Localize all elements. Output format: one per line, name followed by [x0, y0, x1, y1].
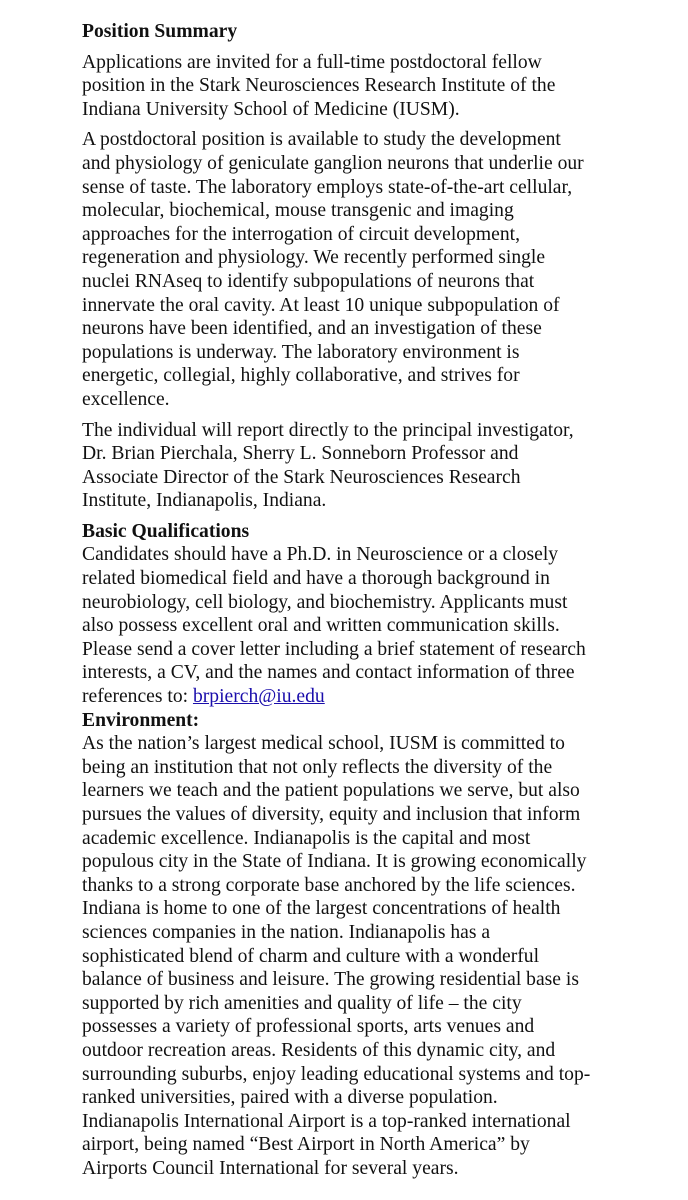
text-line: approaches for the interrogation of circuit development, — [82, 223, 520, 245]
text-line: populous city in the State of Indiana. It is growing economically — [82, 851, 587, 873]
text-line: surrounding suburbs, enjoy leading educational systems and top- — [82, 1063, 591, 1085]
contact-email-link[interactable]: brpierch@iu.edu — [192, 686, 325, 708]
text-line: neurobiology, cell biology, and biochemistry. Applicants must — [82, 591, 568, 613]
text-line: academic excellence. Indianapolis is the capital and most — [82, 827, 531, 849]
text-line: As the nation’s largest medical school, IUSM is committed to — [82, 733, 565, 755]
text-line: also possess excellent oral and written communication skills. — [82, 615, 560, 637]
text-line: and physiology of geniculate ganglion neurons that underlie our — [82, 152, 584, 174]
text-line: possesses a variety of professional sports, arts venues and — [82, 1016, 535, 1038]
text-line: Airports Council International for several years. — [82, 1157, 459, 1179]
reporting-paragraph — [82, 419, 676, 513]
text-line: Institute, Indianapolis, Indiana. — [82, 490, 327, 512]
text-line: A postdoctoral position is available to study the development — [82, 129, 561, 151]
text-line: The individual will report directly to the principal investigator, — [82, 419, 574, 441]
text-line: Candidates should have a Ph.D. in Neuroscience or a closely — [82, 544, 559, 566]
text-line: airport, being named “Best Airport in North America” by — [82, 1134, 530, 1156]
text-line: energetic, collegial, highly collaborative, and strives for — [82, 365, 520, 387]
text-line: Applications are invited for a full-time postdoctoral fellow — [82, 51, 542, 73]
environment-heading: Environment: — [82, 709, 200, 731]
section-basic-qualifications — [82, 520, 676, 709]
text-line: thanks to a strong corporate base anchored by the life sciences. — [82, 874, 576, 896]
section-environment — [82, 709, 676, 1181]
text-line: nuclei RNAseq to identify subpopulations of neurons that — [82, 270, 535, 292]
text-line: interests, a CV, and the names and contact information of three — [82, 662, 575, 684]
text-line: molecular, biochemical, mouse transgenic and imaging — [82, 200, 514, 222]
text-line: sciences companies in the nation. Indianapolis has a — [82, 921, 491, 943]
text-line: regeneration and physiology. We recently performed single — [82, 247, 546, 269]
basic-qualifications-heading: Basic Qualifications — [82, 520, 250, 542]
text-line: sense of taste. The laboratory employs state-of-the-art cellular, — [82, 176, 573, 198]
text-line: Indiana University School of Medicine (IUSM). — [82, 98, 460, 120]
contact-line — [82, 685, 676, 709]
text-line: innervate the oral cavity. At least 10 unique subpopulation of — [82, 294, 560, 316]
text-line: position in the Stark Neurosciences Research Institute of the — [82, 75, 556, 97]
text-line: Dr. Brian Pierchala, Sherry L. Sonneborn Professor and — [82, 443, 519, 465]
section-position-summary — [82, 20, 676, 513]
text-line: outdoor recreation areas. Residents of this dynamic city, and — [82, 1039, 556, 1061]
text-line: being an institution that not only reflects the diversity of the — [82, 756, 553, 778]
qualifications-paragraph — [82, 543, 676, 708]
text-line: related biomedical field and have a thorough background in — [82, 568, 550, 590]
job-posting-document — [82, 20, 676, 1181]
text-line: balance of business and leisure. The growing residential base is — [82, 969, 579, 991]
text-line: populations is underway. The laboratory environment is — [82, 341, 520, 363]
references-prefix: references to: — [82, 686, 193, 708]
research-description-paragraph — [82, 128, 676, 411]
text-line: excellence. — [82, 388, 170, 410]
intro-paragraph — [82, 51, 676, 122]
text-line: Indianapolis International Airport is a top-ranked international — [82, 1110, 571, 1132]
text-line: supported by rich amenities and quality of life – the city — [82, 992, 522, 1014]
text-line: Associate Director of the Stark Neurosciences Research — [82, 466, 521, 488]
text-line: Please send a cover letter including a brief statement of research — [82, 638, 586, 660]
text-line: pursues the values of diversity, equity and inclusion that inform — [82, 804, 581, 825]
text-line: ranked universities, paired with a diverse population. — [82, 1087, 498, 1109]
environment-paragraph — [82, 732, 676, 1180]
text-line: learners we teach and the patient populations we serve, but also — [82, 780, 580, 802]
text-line: Indiana is home to one of the largest concentrations of health — [82, 898, 561, 920]
position-summary-heading: Position Summary — [82, 21, 238, 42]
text-line: sophisticated blend of charm and culture with a wonderful — [82, 945, 540, 967]
text-line: neurons have been identified, and an investigation of these — [82, 318, 542, 340]
